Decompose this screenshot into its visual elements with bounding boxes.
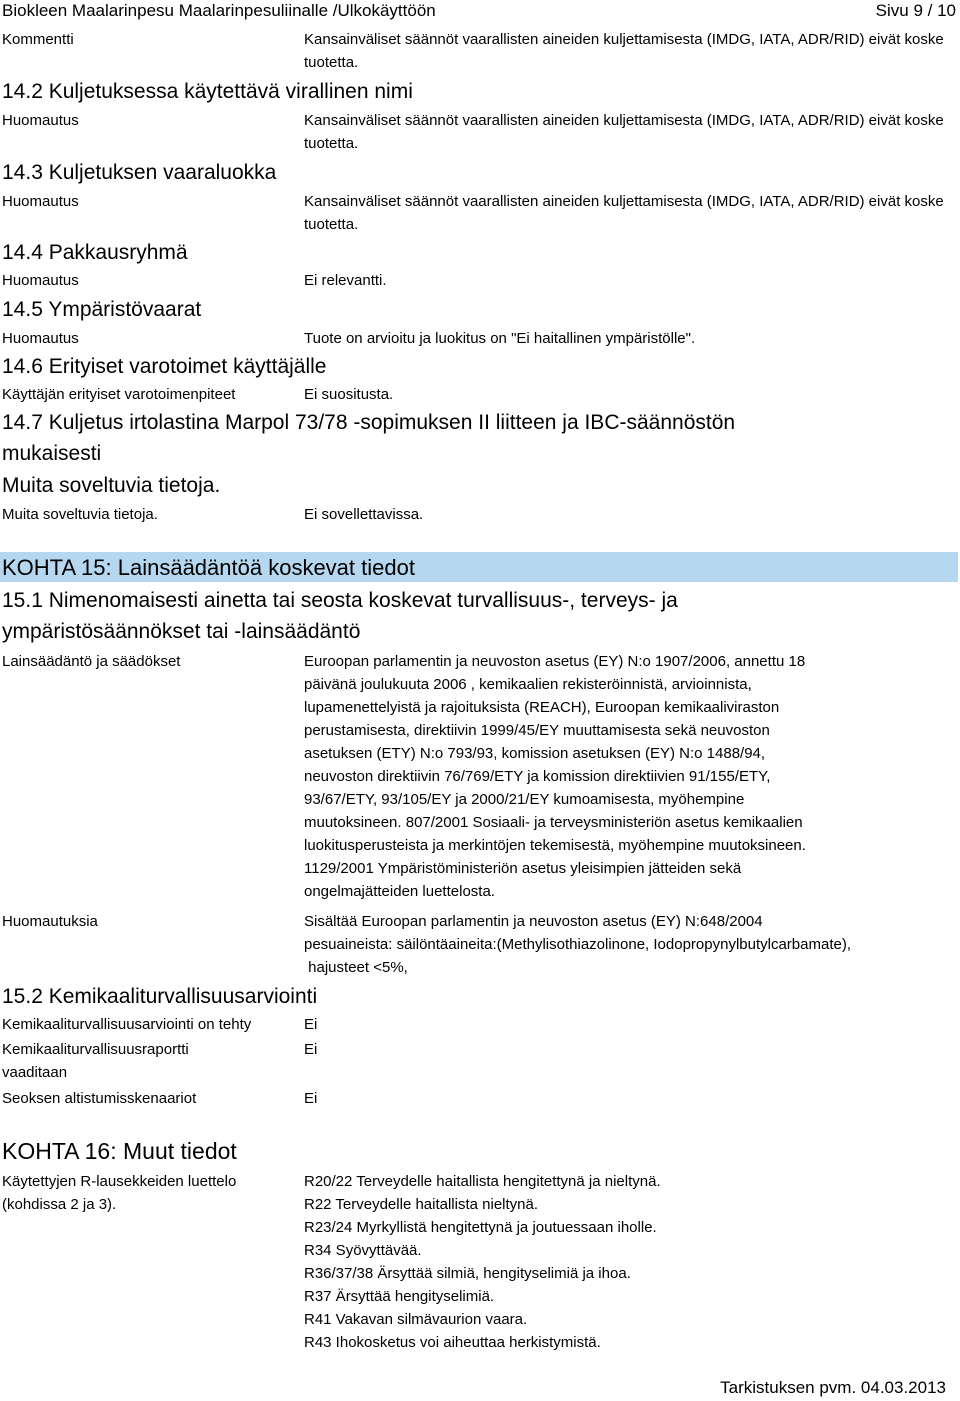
heading-14-7-line2: mukaisesti (2, 442, 102, 465)
laws-line: luokitusperusteista ja merkintöjen tekemisestä, myöhempine muutoksineen. (304, 837, 806, 854)
other-info-value: Ei sovellettavissa. (304, 506, 424, 523)
r-phrase: R34 Syövyttävää. (304, 1242, 422, 1259)
csr-value: Ei (304, 1041, 318, 1058)
laws-value (304, 650, 954, 903)
laws-line: muutoksineen. 807/2001 Sosiaali- ja terveysministeriön asetus kemikaalien (304, 814, 803, 831)
user-precautions-value: Ei suositusta. (304, 386, 394, 403)
note-value-14-2: Kansainväliset säännöt vaarallisten aineiden kuljettamisesta (IMDG, IATA, ADR/RID) eivät koske tuotetta. (304, 112, 944, 152)
heading-14-5: 14.5 Ympäristövaarat (2, 298, 202, 321)
heading-15-1-line2: ympäristösäännökset tai -lainsäädäntö (2, 620, 361, 643)
r-phrase: R43 Ihokosketus voi aiheuttaa herkistymistä. (304, 1334, 601, 1351)
notes-line: Sisältää Euroopan parlamentin ja neuvoston asetus (EY) N:648/2004 (304, 913, 763, 930)
laws-line: Euroopan parlamentin ja neuvoston asetus (EY) N:o 1907/2006, annettu 18 (304, 653, 806, 670)
csa-label: Kemikaaliturvallisuusarviointi on tehty (2, 1016, 252, 1033)
heading-14-3: 14.3 Kuljetuksen vaaraluokka (2, 161, 277, 184)
r-phrases-label-line2: (kohdissa 2 ja 3). (2, 1196, 117, 1213)
csr-label-line1: Kemikaaliturvallisuusraportti (2, 1041, 189, 1058)
csa-value: Ei (304, 1016, 318, 1033)
laws-label: Lainsäädäntö ja säädökset (2, 653, 181, 670)
r-phrase: R23/24 Myrkyllistä hengitettynä ja joutuessaan iholle. (304, 1219, 657, 1236)
laws-line: 1129/2001 Ympäristöministeriön asetus yleisimpien jätteiden sekä (304, 860, 742, 877)
page-number: Sivu 9 / 10 (875, 1, 956, 20)
notes-line: hajusteet <5%, (304, 959, 408, 976)
note-value-14-4: Ei relevantti. (304, 272, 387, 289)
heading-15-1-line1: 15.1 Nimenomaisesti ainetta tai seosta koskevat turvallisuus-, terveys- ja (2, 589, 678, 612)
section-15-title: KOHTA 15: Lainsäädäntöä koskevat tiedot (2, 555, 415, 580)
comment-label: Kommentti (2, 31, 74, 48)
note-value-14-5: Tuote on arvioitu ja luokitus on "Ei haitallinen ympäristölle". (304, 330, 696, 347)
r-phrase: R20/22 Terveydelle haitallista hengitettynä ja nieltynä. (304, 1173, 661, 1190)
laws-line: neuvoston direktiivin 76/769/ETY ja komission direktiivien 91/155/ETY, (304, 768, 771, 785)
heading-other-info: Muita soveltuvia tietoja. (2, 474, 221, 497)
note-label-14-5: Huomautus (2, 330, 79, 347)
heading-15-2: 15.2 Kemikaaliturvallisuusarviointi (2, 985, 318, 1008)
section-16-title: KOHTA 16: Muut tiedot (2, 1138, 237, 1164)
section-15-band (0, 552, 958, 582)
user-precautions-label: Käyttäjän erityiset varotoimenpiteet (2, 386, 236, 403)
laws-line: 93/67/ETY, 93/105/EY ja 2000/21/EY kumoamisesta, myöhempine (304, 791, 745, 808)
heading-14-2: 14.2 Kuljetuksessa käytettävä virallinen nimi (2, 80, 413, 103)
notes-value (304, 910, 954, 979)
laws-line: asetuksen (ETY) N:o 793/93, komission asetuksen (EY) N:o 1488/94, (304, 745, 766, 762)
r-phrase: R37 Ärsyttää hengityselimiä. (304, 1288, 495, 1305)
notes-label: Huomautuksia (2, 913, 98, 930)
heading-14-7-line1: 14.7 Kuljetus irtolastina Marpol 73/78 -sopimuksen II liitteen ja IBC-säännöstön (2, 411, 736, 434)
heading-14-6: 14.6 Erityiset varotoimet käyttäjälle (2, 355, 327, 378)
csr-label-line2: vaaditaan (2, 1064, 68, 1081)
r-phrase: R22 Terveydelle haitallista nieltynä. (304, 1196, 539, 1213)
revision-date: Tarkistuksen pvm. 04.03.2013 (720, 1378, 946, 1397)
document-title: Biokleen Maalarinpesu Maalarinpesuliinalle /Ulkokäyttöön (2, 1, 436, 20)
r-phrases-label-line1: Käytettyjen R-lausekkeiden luettelo (2, 1173, 237, 1190)
laws-line: lupamenettelyistä ja rajoituksista (REACH), Euroopan kemikaaliviraston (304, 699, 780, 716)
heading-14-4: 14.4 Pakkausryhmä (2, 241, 188, 264)
note-label-14-4: Huomautus (2, 272, 79, 289)
other-info-label: Muita soveltuvia tietoja. (2, 506, 158, 523)
notes-line: pesuaineista: säilöntäaineita:(Methylisothiazolinone, Iodopropynylbutylcarbamate), (304, 936, 851, 953)
exposure-label: Seoksen altistumisskenaariot (2, 1090, 197, 1107)
r-phrase: R36/37/38 Ärsyttää silmiä, hengityselimiä ja ihoa. (304, 1265, 631, 1282)
note-value-14-3: Kansainväliset säännöt vaarallisten aineiden kuljettamisesta (IMDG, IATA, ADR/RID) eivät koske tuotetta. (304, 193, 944, 233)
r-phrases-list (304, 1170, 944, 1354)
note-label-14-2: Huomautus (2, 112, 79, 129)
exposure-value: Ei (304, 1090, 318, 1107)
note-label-14-3: Huomautus (2, 193, 79, 210)
laws-line: päivänä joulukuuta 2006 , kemikaalien rekisteröinnistä, arvioinnista, (304, 676, 752, 693)
comment-value: Kansainväliset säännöt vaarallisten aineiden kuljettamisesta (IMDG, IATA, ADR/RID) eivät koske tuotetta. (304, 31, 944, 71)
laws-line: perustamisesta, direktiivin 1999/45/EY muuttamisesta sekä neuvoston (304, 722, 770, 739)
r-phrase: R41 Vakavan silmävaurion vaara. (304, 1311, 528, 1328)
laws-line: ongelmajätteiden luettelosta. (304, 883, 495, 900)
